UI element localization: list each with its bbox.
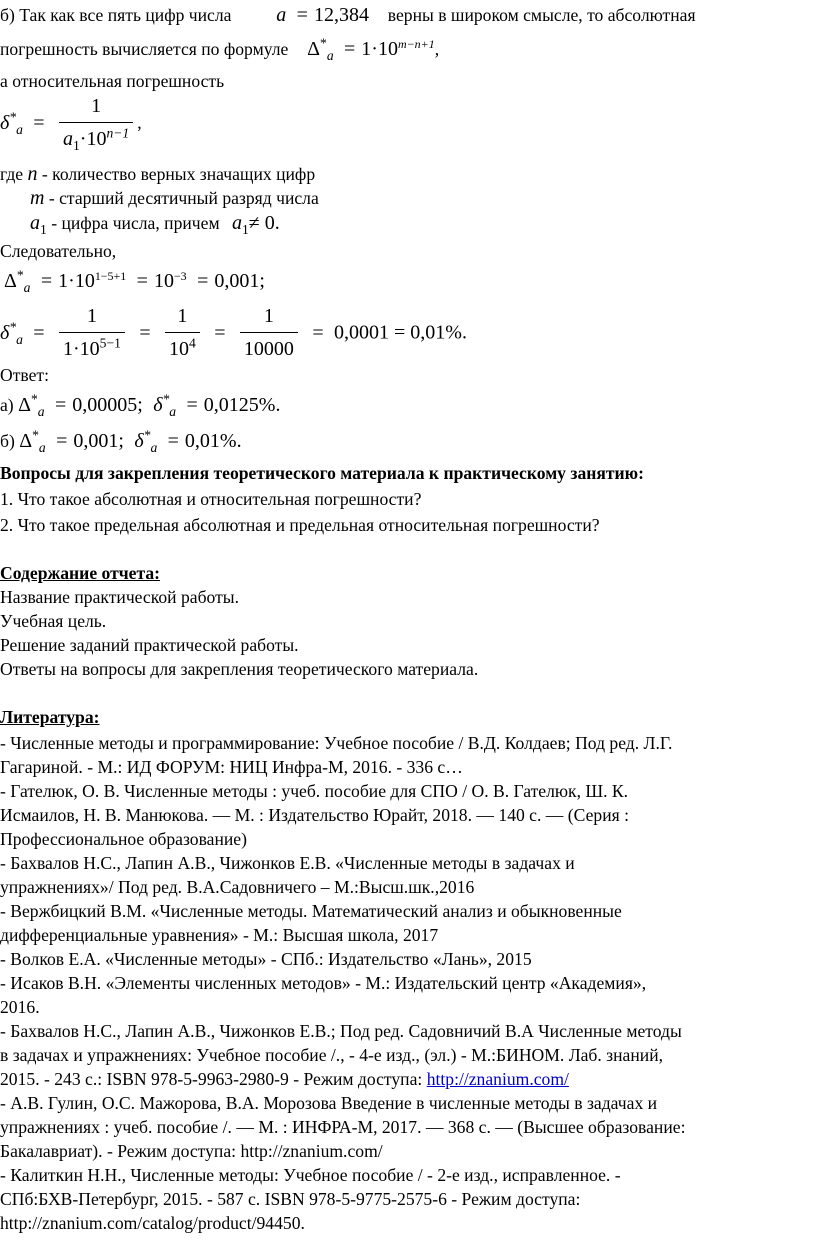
m-description: - старший десятичный разряд числа xyxy=(48,188,319,208)
n-variable: n xyxy=(27,163,38,185)
report-item: Решение заданий практической работы. xyxy=(0,635,299,655)
report-heading: Содержание отчета: xyxy=(0,563,160,583)
literature-line: упражнениях : учеб. пособие /. — М. : ИНФРА-М, 2017. — 368 с. — (Высшее образование: xyxy=(0,1117,686,1137)
question-2: 2. Что такое предельная абсолютная и предельная относительная погрешности? xyxy=(0,515,600,535)
abs-formula-rhs: 1·10 xyxy=(361,38,398,60)
answer-b-line: б) $\Delta^*_a = 0,001$; $\delta^*_a = 0,01\%$. xyxy=(0,427,242,455)
answer-b-abs: 0,001; xyxy=(73,430,124,452)
literature-line: - Исаков В.Н. «Элементы численных методов» - М.: Издательский центр «Академия», xyxy=(0,973,647,993)
rel-fraction xyxy=(59,92,133,153)
answer-a-line: а) $\Delta^*_a = 0,00005$; $\delta^*_a = 0,0125\%$. xyxy=(0,391,281,419)
rel-intro-text: а относительная погрешность xyxy=(0,71,225,91)
abs-calc-line: $\Delta^*_a = 1\cdot 10^{1-5+1} = 10^{-3} = 0,001$; xyxy=(4,267,265,295)
literature-line: Исмаилов, Н. В. Манюкова. — М. : Издательство Юрайт, 2018. — 140 с. — (Серия : xyxy=(0,805,629,825)
literature-line: - Бахвалов Н.С., Лапин А.В., Чижонков Е.В.; Под ред. Садовничий В.А Численные методы xyxy=(0,1021,682,1041)
rel-numerator: 1 xyxy=(91,95,102,117)
literature-line: - Бахвалов Н.С., Лапин А.В., Чижонков Е.В. «Численные методы в задачах и xyxy=(0,853,575,873)
questions-heading: Вопросы для закрепления теоретического материала к практическому занятию: xyxy=(0,463,644,483)
abs-formula-label: погрешность вычисляется по формуле xyxy=(0,39,289,59)
abs-formula-exponent: m−n+1 xyxy=(397,37,435,52)
literature-line: упражнениях»/ Под ред. В.А.Садовничего – М.:Высш.шк.,2016 xyxy=(0,877,475,897)
rel-result: 0,0001 = 0,01%. xyxy=(334,321,467,344)
answer-b-prefix: б) xyxy=(0,431,15,451)
where-n-line xyxy=(0,163,315,185)
abs-step1: 1·10 xyxy=(58,270,95,292)
question-1: 1. Что такое абсолютная и относительная погрешности? xyxy=(0,489,422,509)
m-variable: m xyxy=(30,187,45,209)
intro-line-1: б) Так как все пять цифр числа a = 12,384 верны в широком смысле, то абсолютная xyxy=(0,4,696,26)
literature-line: - А.В. Гулин, О.С. Мажорова, В.А. Морозова Введение в численные методы в задачах и xyxy=(0,1093,658,1113)
intro-text: б) Так как все пять цифр числа xyxy=(0,5,232,25)
a1-description: - цифра числа, причем xyxy=(51,213,220,233)
rel-denominator: $a_1\cdot 10^{n-1}$ xyxy=(59,122,133,153)
literature-line: СПб:БХВ-Петербург, 2015. - 587 с. ISBN 978-5-9775-2575-6 - Режим доступа: xyxy=(0,1189,581,1209)
znanium-link[interactable]: http://znanium.com/ xyxy=(426,1069,569,1089)
literature-line-isbn: 2015. - 243 с.: ISBN 978-5-9963-2980-9 - Режим доступа: http://znanium.com/ xyxy=(0,1069,569,1089)
where-label: где xyxy=(0,164,24,184)
where-m-line xyxy=(30,187,319,209)
literature-line: Профессиональное образование) xyxy=(0,829,247,849)
literature-line: - Гателюк, О. В. Численные методы : учеб. пособие для СПО / О. В. Гателюк, Ш. К. xyxy=(0,781,629,801)
rel-calc-line: $\delta^*_a$ = $\frac{1}{1\cdot 10^{5-1}}$ = $\frac{1}{10^4}$ = $\frac{1}{10000}$ = 0,0001 = 0,01%. xyxy=(0,302,467,363)
rel-calc-fraction-2: $\frac{1}{10^4}$ xyxy=(165,302,200,363)
answer-a-prefix: а) xyxy=(0,395,14,415)
abs-formula-line: погрешность вычисляется по формуле $\Delta^*_a = 1\cdot 10^{m-n+1}$, xyxy=(0,35,440,63)
rel-formula: $\delta^*_a$ = $\frac{1}{a_1\cdot 10^{n-1}}$ , xyxy=(0,92,142,153)
where-a1-line: $a_1$ - цифра числа, причем $a_1\ne 0$. xyxy=(30,212,280,237)
literature-heading: Литература: xyxy=(0,707,100,727)
number-value: 12,384 xyxy=(313,4,369,26)
literature-line: http://znanium.com/catalog/product/94450. xyxy=(0,1213,305,1233)
answer-label: Ответ: xyxy=(0,365,49,385)
literature-line: - Волков Е.А. «Численные методы» - СПб.: Издательство «Лань», 2015 xyxy=(0,949,532,969)
literature-line: 2016. xyxy=(0,997,40,1017)
literature-line: Бакалавриат). - Режим доступа: http://znanium.com/ xyxy=(0,1141,383,1161)
delta-symbol: $\Delta^*_a$ xyxy=(307,35,334,63)
abs-step2: 10 xyxy=(153,270,174,292)
a1-variable: $a_1$ xyxy=(30,212,47,237)
delta-symbol: $\Delta^*_a$ xyxy=(4,267,31,295)
report-item: Учебная цель. xyxy=(0,611,107,631)
literature-line: - Численные методы и программирование: Учебное пособие / В.Д. Колдаев; Под ред. Л.Г. xyxy=(0,733,673,753)
rel-calc-fraction-3: $\frac{1}{10000}$ xyxy=(240,302,298,363)
abs-step1-exponent: 1−5+1 xyxy=(94,269,127,284)
answer-b-rel: 0,01%. xyxy=(184,430,242,452)
report-item: Ответы на вопросы для закрепления теоретического материала. xyxy=(0,659,479,679)
literature-line: - Калиткин Н.Н., Численные методы: Учебное пособие / - 2-е изд., исправленное. - xyxy=(0,1165,621,1185)
small-delta-symbol: $\delta^*_a$ xyxy=(0,318,23,347)
answer-a-abs: 0,00005; xyxy=(72,394,143,416)
report-item: Название практической работы. xyxy=(0,587,240,607)
intro-text-suffix: верны в широком смысле, то абсолютная xyxy=(387,5,696,25)
abs-step2-exponent: −3 xyxy=(173,269,187,284)
literature-line: - Вержбицкий В.М. «Численные методы. Математический анализ и обыкновенные xyxy=(0,901,622,921)
rel-calc-fraction-1: $\frac{1}{1\cdot 10^{5-1}}$ xyxy=(59,302,125,363)
abs-result: 0,001; xyxy=(214,270,265,292)
consequently-text: Следовательно, xyxy=(0,241,117,261)
a1-condition: ≠ 0. xyxy=(248,212,280,234)
small-delta-symbol: $\delta^*_a$ xyxy=(0,108,23,137)
literature-line: дифференциальные уравнения» - М.: Высшая школа, 2017 xyxy=(0,925,439,945)
n-description: - количество верных значащих цифр xyxy=(41,164,316,184)
answer-a-rel: 0,0125%. xyxy=(203,394,281,416)
number-variable: a xyxy=(276,4,287,26)
literature-line: Гагариной. - М.: ИД ФОРУМ: НИЦ Инфра-М, 2016. - 336 с… xyxy=(0,757,463,777)
comma: , xyxy=(434,39,440,59)
literature-line: в задачах и упражнениях: Учебное пособие /., - 4-е изд., (эл.) - М.:БИНОМ. Лаб. знаний, xyxy=(0,1045,664,1065)
